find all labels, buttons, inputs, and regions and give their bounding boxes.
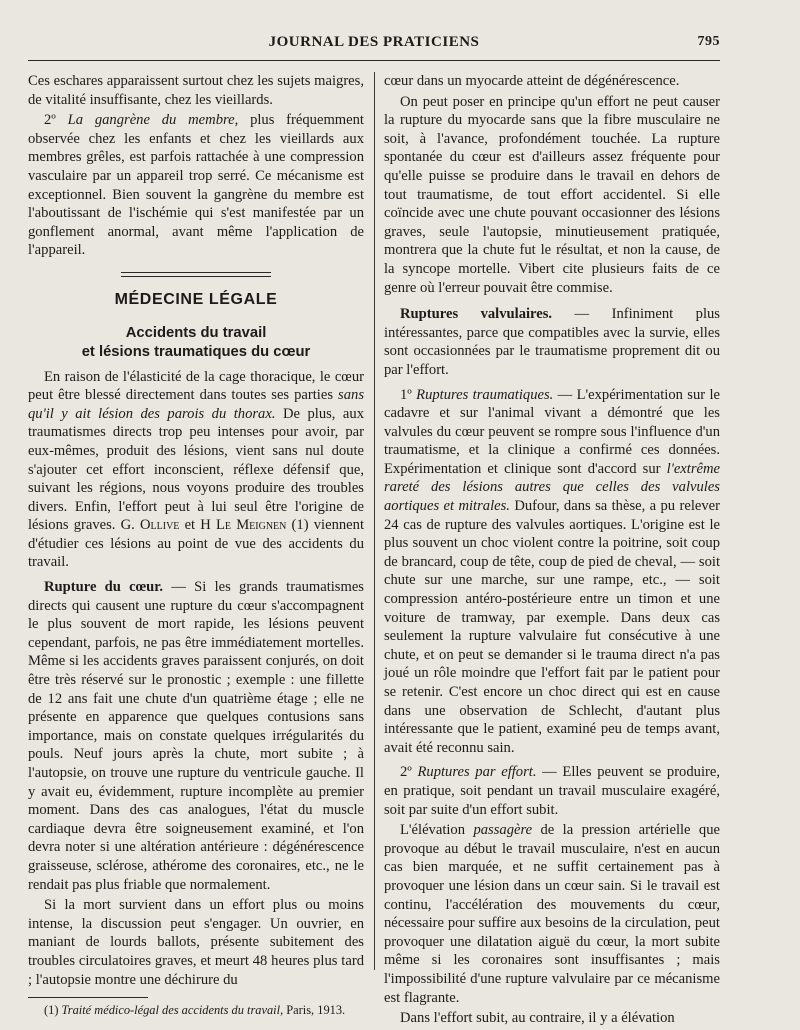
paragraph: On peut poser en principe qu'un effort ne peut causer la rupture du myocarde sans que la fibre musculaire ne soit, à l'avance, profondément touchée. La rupture spontanée du cœur est d'ailleurs assez fréquente pour qu'elle puisse se produire dans le travail en dehors de tout traumatisme, de tout effort accidentel. Si elle coïncide avec une chute pouvant occasionner des lésions graves, seule l'autopsie, minutieusement pratiquée, montrera que la chute fut le résultat, et non la cause, de la syncope mortelle. Vibert cite plusieurs faits de ce genre où l'erreur pouvait être commise.	[384, 93, 720, 296]
paragraph: Rupture du cœur. — Si les grands traumatismes directs qui causent une rupture du cœur s'accompagnent le plus souvent de mort rapide, les lésions peuvent cependant, parfois, ne pas être immédiatement mortelles. Même si les accidents graves paraissent conjurés, on doit être très réservé sur le pronostic ; exemple : une fillette de 12 ans fait une chute d'un quatrième étage ; elle ne présente en apparence que quelques contusions sans importance, mais on constate quelques irrégularités du pouls. Neuf jours après la chute, mort subite ; à l'autopsie, on trouve une rupture du ventricule gauche. Il y avait eu, évidemment, rupture incomplète au premier moment. Dans des cas analogues, l'état du muscle cardiaque devra être soigneusement examiné, et l'on devra noter si une altération antérieure : dégénérescence graisseuse, sclérose, athérome des coronaires, etc., ne le rendait pas plus friable que normalement.	[28, 579, 364, 893]
page-number: 795	[697, 34, 720, 49]
footnote: (1) Traité médico-légal des accidents du travail, Paris, 1913.	[44, 1003, 346, 1018]
journal-title: JOURNAL DES PRATICIENS	[268, 34, 480, 50]
footnote-rule	[28, 997, 148, 998]
paragraph: Dans l'effort subit, au contraire, il y a élévation	[400, 1010, 675, 1027]
paragraph: cœur dans un myocarde atteint de dégénérescence.	[384, 73, 680, 89]
double-rule	[121, 272, 271, 277]
paragraph: En raison de l'élasticité de la cage thoracique, le cœur peut être blessé directement dans toutes ses parties sans qu'il y ait lésion des parois du thorax. De plus, aux traumatismes directs trop peu intenses pour avoir, par eux-mêmes, produit des lésions, vient sans nul doute s'ajouter cet effort inconscient, réflexe défensif que, suivant les régions, nous voyons produire des troubles divers. Enfin, l'effort peut à lui seul être l'origine de lésions graves. G. Ollive et H Le Meignen (1) viennent d'étudier ces lésions au point de vue des accidents du travail.	[28, 368, 365, 571]
run-in-heading: Ruptures valvulaires.	[400, 306, 553, 323]
running-header	[28, 34, 720, 56]
run-in-heading: Rupture du cœur.	[44, 579, 164, 596]
author-name: Ollive	[139, 517, 180, 534]
column-divider	[374, 72, 375, 970]
paragraph: Si la mort survient dans un effort plus ou moins intense, la discussion peut s'engager. Un ouvrier, en maniant de lourds ballots, présente subitement des troubles circulatoires graves, et meurt 48 heures plus tard ; l'autopsie montre une déchirure du	[28, 897, 364, 988]
section-title: MÉDECINE LÉGALE	[114, 290, 278, 308]
paragraph: Ces eschares apparaissent surtout chez les sujets maigres, de vitalité insuffisante, chez les vieillards.	[28, 73, 364, 108]
paragraph: 2º Ruptures par effort. — Elles peuvent se produire, en pratique, soit pendant un travail musculaire exagéré, soit par suite d'un effort subit.	[384, 764, 720, 818]
paragraph: Ruptures valvulaires. — Infiniment plus intéressantes, parce que compatibles avec la survie, elles sont occasionnées par le traumatisme proprement dit ou par l'effort.	[384, 306, 720, 378]
paragraph: 2º La gangrène du membre, plus fréquemment observée chez les enfants et chez les vieillards aux membres grêles, est parfois rattachée à une compression vasculaire par un appareil trop serré. Ce mécanisme est exceptionnel. Bien souvent la gangrène du membre est l'aboutissant de l'ischémie qui s'est manifestée par un gonflement anormal, avant même l'application de l'appareil.	[28, 112, 364, 259]
article-title: Accidents du travail et lésions traumatiques du cœur	[81, 324, 311, 360]
right-column	[384, 72, 720, 1030]
paragraph: 1º Ruptures traumatiques. — L'expérimentation sur le cadavre et sur l'animal vivant a démontré que les valvules du cœur peuvent se rompre sous l'influence d'un traumatisme, et la clinique a confirmé ces données. Expérimentation et clinique sont d'accord sur l'extrême rareté des lésions autres que celles des valvules aortiques et mitrales. Dufour, dans sa thèse, a pu relever 24 cas de rupture des valvules aortiques. L'origine est le plus souvent un choc violent contre la poitrine, soit coup de brancard, coup de tête, coup de pied de cheval, — soit chute sur une marche, sur une rampe, etc., — soit compression antéro-postérieure entre un timon et une voiture de tramway, par exemple. Dans deux cas seulement la rupture valvulaire fut consécutive à une chute, et on peut se demander si le trauma direct n'a pas joué un rôle moindre que l'effort fait par le patient pour se retenir. C'est encore un choc direct qui est en cause dans une observation de Schlecht, d'autant plus intéressante que le patient, examiné peu de temps avant, avait été reconnu sain.	[384, 386, 720, 756]
author-name: Le Meignen	[216, 517, 287, 534]
paragraph: L'élévation passagère de la pression artérielle que provoque au début le travail musculaire, n'est en aucun cas bien marquée, et ne suffit certainement pas à provoquer une lésion dans un cœur sain. Si le travail est continu, l'accélération des mouvements du cœur, nécessaire pour suffire aux besoins de la circulation, peut provoquer une dilatation aiguë du cœur, la mort subite même si les coronaires sont insuffisantes ; mais l'impossibilité d'une rupture valvulaire par ce mécanisme est flagrante.	[384, 822, 721, 1006]
left-column	[28, 72, 364, 1020]
header-rule	[28, 60, 720, 61]
